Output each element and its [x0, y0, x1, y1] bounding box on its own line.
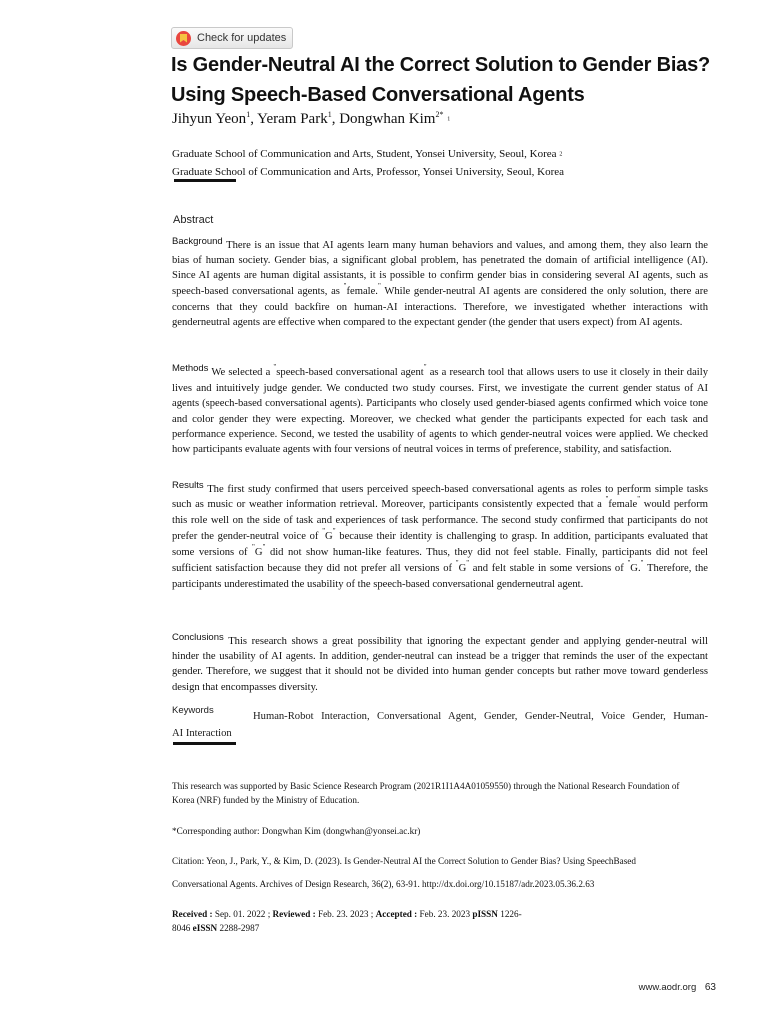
quote-mark: "	[466, 559, 470, 568]
author-list: Jihyun Yeon$^1$, Yeram Park$^1$, Dongwhan Kim$^{2*}$ 1	[172, 110, 451, 127]
quote-mark: "	[262, 542, 266, 551]
journal-site-link[interactable]: www.aodr.org	[638, 982, 697, 993]
pissn-value-2: 8046	[172, 923, 191, 933]
page-footer	[639, 982, 716, 993]
quote-mark: "	[455, 559, 459, 568]
abstract-methods	[172, 365, 708, 457]
underline-bar	[174, 179, 236, 182]
citation-line-1: Citation: Yeon, J., Park, Y., & Kim, D. (2023). Is Gender-Neutral AI the Correct Solution to Gender Bias? Using SpeechBased	[172, 856, 636, 866]
reviewed-label: Reviewed :	[272, 909, 316, 919]
pissn-label: pISSN	[472, 909, 498, 919]
methods-text-2: as a research tool that allows users to use it closely in their daily lives and intuitively judge gender. We conducted two study courses. First, we investigate the current gender status of AI agents (speech-based conversational agents). Participants who closely used gender-biased agents confirmed which voice tone and color gender they were expecting. Moreover, we checked what gender the participants expected for each task and performance experience. Second, we tested the usability of agents to which gender-neutral voices were applied. We checked how participants evaluate agents with four versions of neutral voices in terms of preference, stability, and satisfaction.	[172, 367, 708, 456]
affiliation-1-text: Graduate School of Communication and Arts, Student, Yonsei University, Seoul, Korea	[172, 148, 557, 160]
author-sup: 1	[246, 110, 251, 119]
quote-mark: "	[322, 526, 326, 535]
received-date: Sep. 01. 2022 ;	[214, 909, 271, 919]
abstract-heading: Abstract	[173, 214, 214, 226]
author-name: Yeram Park	[257, 111, 328, 127]
affiliation-1-trail: 2	[559, 151, 563, 158]
affiliation-2: Graduate School of Communication and Arts, Professor, Yonsei University, Seoul, Korea	[172, 166, 565, 178]
results-quoted-5: G.	[630, 563, 641, 575]
conclusions-label: Conclusions	[172, 632, 224, 643]
results-quoted-1: female	[608, 499, 638, 511]
results-text-3: because their identity is challenging to grasp. In addition, participants evaluated that some versions of	[172, 530, 708, 558]
conclusions-text: This research shows a great possibility that ignoring the expectant gender and applying gender-neutral will hinder the usability of AI agents. In addition, gender-neutral can instead be a trigger that reminds the user of the expectant gender. Therefore, we suggest that it should not be divided into human gender concepts but rather move toward genderless design that encompasses diversity.	[172, 636, 708, 693]
background-text-2: While gender-neutral AI agents are considered the only solution, there are concerns that they could backfire on human-AI interactions. Therefore, we investigated whether interactions with genderneutral agents are effective when compared to the expectant gender (the gender that users expect) from AI agents.	[172, 285, 708, 329]
author-name: Jihyun Yeon	[172, 111, 247, 127]
page-number: 63	[704, 982, 716, 993]
background-quoted: female.	[346, 285, 378, 297]
author-name: Dongwhan Kim	[339, 111, 436, 127]
quote-mark: "	[273, 363, 277, 371]
accepted-date: Feb. 23. 2023	[419, 909, 471, 919]
pissn-value-1: 1226-	[500, 909, 522, 919]
keywords-line-2: AI Interaction	[172, 728, 232, 739]
quote-mark: "	[640, 559, 644, 568]
funding-note: This research was supported by Basic Science Research Program (2021R1I1A4A01059550) through the National Research Foundation of Korea (NRF) funded by the Ministry of Education.	[172, 781, 680, 805]
author-sup: 2*	[435, 110, 444, 119]
abstract-background	[172, 238, 708, 330]
keywords-label: Keywords	[172, 705, 214, 716]
results-text-6: Therefore, the participants underestimated the usability of the speech-based conversational genderneutral agent.	[172, 563, 708, 591]
dates-issn	[172, 907, 692, 935]
corresponding-author: *Corresponding author: Dongwhan Kim (dongwhan@yonsei.ac.kr)	[172, 826, 421, 836]
methods-label: Methods	[172, 363, 209, 374]
keywords-line-1: Human-Robot Interaction, Conversational Agent, Gender, Gender-Neutral, Voice Gender, Human-	[253, 711, 708, 722]
quote-mark: "	[637, 495, 641, 504]
quote-mark: "	[605, 495, 609, 504]
quote-mark: "	[252, 542, 255, 551]
abstract-conclusions	[172, 634, 708, 695]
paper-title: Is Gender-Neutral AI the Correct Solution to Gender Bias? Using Speech-Based Conversational Agents	[171, 54, 711, 106]
results-text-1: The first study confirmed that users perceived speech-based conversational agents as roles to perform simple tasks such as music or weather information retrieval. Moreover, participants consistently expected that a	[172, 484, 708, 511]
results-text-5: and felt stable in some versions of	[472, 563, 624, 575]
quote-mark: "	[332, 526, 336, 535]
quote-mark: "	[377, 281, 381, 290]
author-trail: 1	[447, 116, 451, 123]
results-quoted-2: G	[325, 530, 333, 542]
results-text-4: did not show human-like features. Thus, they did not feel stable. Finally, participants did not feel sufficient satisfaction because they did not prefer all versions of	[172, 546, 709, 575]
check-for-updates-button[interactable]	[171, 27, 293, 49]
bookmark-icon	[176, 31, 191, 46]
results-text-2: would perform this role well on the side of task and experiences of task performance. The second study confirmed that participants do not prefer the gender-neutral voice of	[172, 499, 708, 542]
results-quoted-4: G	[458, 563, 467, 575]
eissn-label: eISSN	[192, 923, 218, 933]
accepted-label: Accepted :	[375, 909, 418, 919]
results-quoted-3: G	[254, 546, 263, 558]
affiliation-1	[172, 148, 562, 160]
underline-bar	[173, 742, 236, 745]
quote-mark: "	[423, 363, 427, 371]
reviewed-date: Feb. 23. 2023 ;	[317, 909, 374, 919]
check-for-updates-label: Check for updates	[197, 32, 287, 44]
methods-text-1: We selected a	[211, 367, 271, 378]
author-sup: 1	[327, 110, 332, 119]
quote-mark: "	[627, 559, 631, 568]
background-label: Background	[172, 236, 223, 247]
methods-quoted: speech-based conversational agent	[276, 367, 424, 378]
background-text-1: There is an issue that AI agents learn many human behaviors and values, and among them, they also learn the bias of human society. Gender bias, a significant global problem, has penetrated the domain of artificial intelligence (AI). Since AI agents are human digital assistants, it is possible to confirm gender bias in considering several AI agents, such as speech-based conversational agents, as	[172, 240, 708, 297]
abstract-results	[172, 482, 708, 592]
eissn-value: 2288-2987	[219, 923, 260, 933]
results-label: Results	[172, 480, 204, 491]
citation-line-2: Conversational Agents. Archives of Design Research, 36(2), 63-91. http://dx.doi.org/10.15187/adr.2023.05.36.2.63	[172, 879, 595, 889]
received-label: Received :	[172, 909, 213, 919]
quote-mark: "	[343, 281, 347, 290]
